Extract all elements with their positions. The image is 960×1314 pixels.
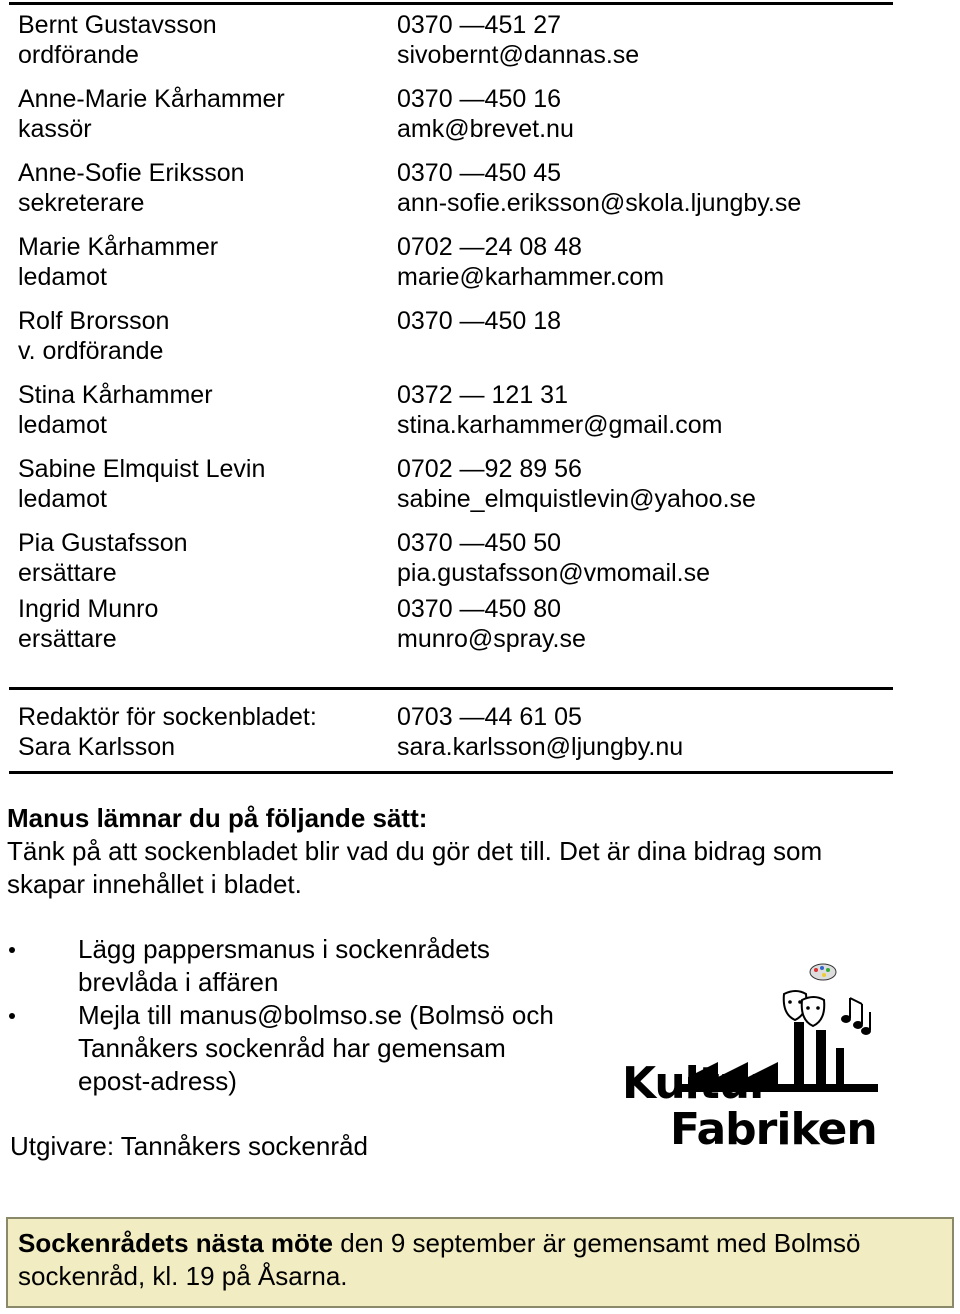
- editor-label: Redaktör för sockenbladet:: [18, 703, 317, 731]
- contact-role: ersättare: [18, 559, 117, 587]
- contact-list: [18, 10, 898, 668]
- manus-section: [7, 802, 907, 901]
- manus-bullet-list: [0, 933, 580, 1098]
- contact-phone: 0372 — 121 31: [397, 381, 568, 409]
- contact-role: ledamot: [18, 411, 107, 439]
- logo-text-line1: Kultur: [622, 1058, 770, 1109]
- contact-email: amk@brevet.nu: [397, 115, 574, 143]
- contact-row: [18, 84, 898, 144]
- contact-row: [18, 380, 898, 440]
- contact-row: [18, 158, 898, 218]
- contact-phone: 0702 —92 89 56: [397, 455, 582, 483]
- publisher-line: Utgivare: Tannåkers sockenråd: [10, 1131, 368, 1161]
- contact-name: Bernt Gustavsson: [18, 11, 217, 39]
- contact-name: Ingrid Munro: [18, 595, 159, 623]
- contact-name: Stina Kårhammer: [18, 381, 213, 409]
- manus-bullet-text: Lägg pappersmanus i sockenrådets brevlåda i affären: [78, 934, 490, 997]
- manus-bullet-text: Mejla till manus@bolmso.se (Bolmsö och Tannåkers sockenråd har gemensam epost-adress): [78, 1000, 554, 1096]
- contact-role: sekreterare: [18, 189, 145, 217]
- contact-role: ledamot: [18, 263, 107, 291]
- kulturfabriken-logo: [618, 962, 893, 1162]
- contact-phone: 0370 —450 18: [397, 307, 562, 335]
- contact-row: [18, 528, 898, 588]
- contact-name: Sabine Elmquist Levin: [18, 455, 266, 483]
- contact-name: Anne-Sofie Eriksson: [18, 159, 245, 187]
- contact-email: stina.karhammer@gmail.com: [397, 411, 723, 439]
- contact-row: [18, 10, 898, 70]
- contact-email: marie@karhammer.com: [397, 263, 665, 291]
- next-meeting-box: [6, 1217, 954, 1308]
- bullet-icon: [9, 947, 15, 953]
- contact-phone: 0702 —24 08 48: [397, 233, 582, 261]
- contact-row: [18, 232, 898, 292]
- contact-email: pia.gustafsson@vmomail.se: [397, 559, 711, 587]
- contact-email: sivobernt@dannas.se: [397, 41, 640, 69]
- editor-top-rule: [9, 687, 893, 690]
- contact-row: [18, 306, 898, 366]
- editor-bottom-rule: [9, 771, 893, 774]
- contact-email: munro@spray.se: [397, 625, 586, 653]
- manus-bullet-item: [0, 999, 580, 1098]
- contact-name: Pia Gustafsson: [18, 529, 188, 557]
- contact-row: [18, 454, 898, 514]
- editor-email: sara.karlsson@ljungby.nu: [397, 733, 684, 761]
- contact-email: sabine_elmquistlevin@yahoo.se: [397, 485, 756, 513]
- manus-bullet-item: [0, 933, 580, 999]
- editor-name: Sara Karlsson: [18, 733, 176, 761]
- contact-row: [18, 594, 898, 654]
- next-meeting-heading: Sockenrådets nästa möte: [18, 1228, 334, 1258]
- editor-section: [18, 702, 898, 762]
- contact-phone: 0370 —450 16: [397, 85, 562, 113]
- contact-name: Marie Kårhammer: [18, 233, 219, 261]
- contact-phone: 0370 —450 50: [397, 529, 562, 557]
- contact-phone: 0370 —450 45: [397, 159, 562, 187]
- contact-phone: 0370 —450 80: [397, 595, 562, 623]
- contact-name: Rolf Brorsson: [18, 307, 170, 335]
- contact-email: ann-sofie.eriksson@skola.ljungby.se: [397, 189, 802, 217]
- logo-text-line2: Fabriken: [670, 1104, 877, 1155]
- contact-role: ordförande: [18, 41, 139, 69]
- contact-role: ledamot: [18, 485, 107, 513]
- contact-role: v. ordförande: [18, 337, 164, 365]
- manus-body: Tänk på att sockenbladet blir vad du gör det till. Det är dina bidrag som skapar innehållet i bladet.: [7, 836, 823, 899]
- contact-role: kassör: [18, 115, 92, 143]
- bullet-icon: [9, 1013, 15, 1019]
- manus-heading: Manus lämnar du på följande sätt:: [7, 803, 428, 833]
- next-meeting-text: den 9 september är gemensamt med Bolmsö sockenråd, kl. 19 på Åsarna.: [18, 1228, 861, 1291]
- contact-role: ersättare: [18, 625, 117, 653]
- top-rule: [9, 2, 893, 5]
- editor-phone: 0703 —44 61 05: [397, 703, 582, 731]
- contact-phone: 0370 —451 27: [397, 11, 562, 39]
- contact-name: Anne-Marie Kårhammer: [18, 85, 285, 113]
